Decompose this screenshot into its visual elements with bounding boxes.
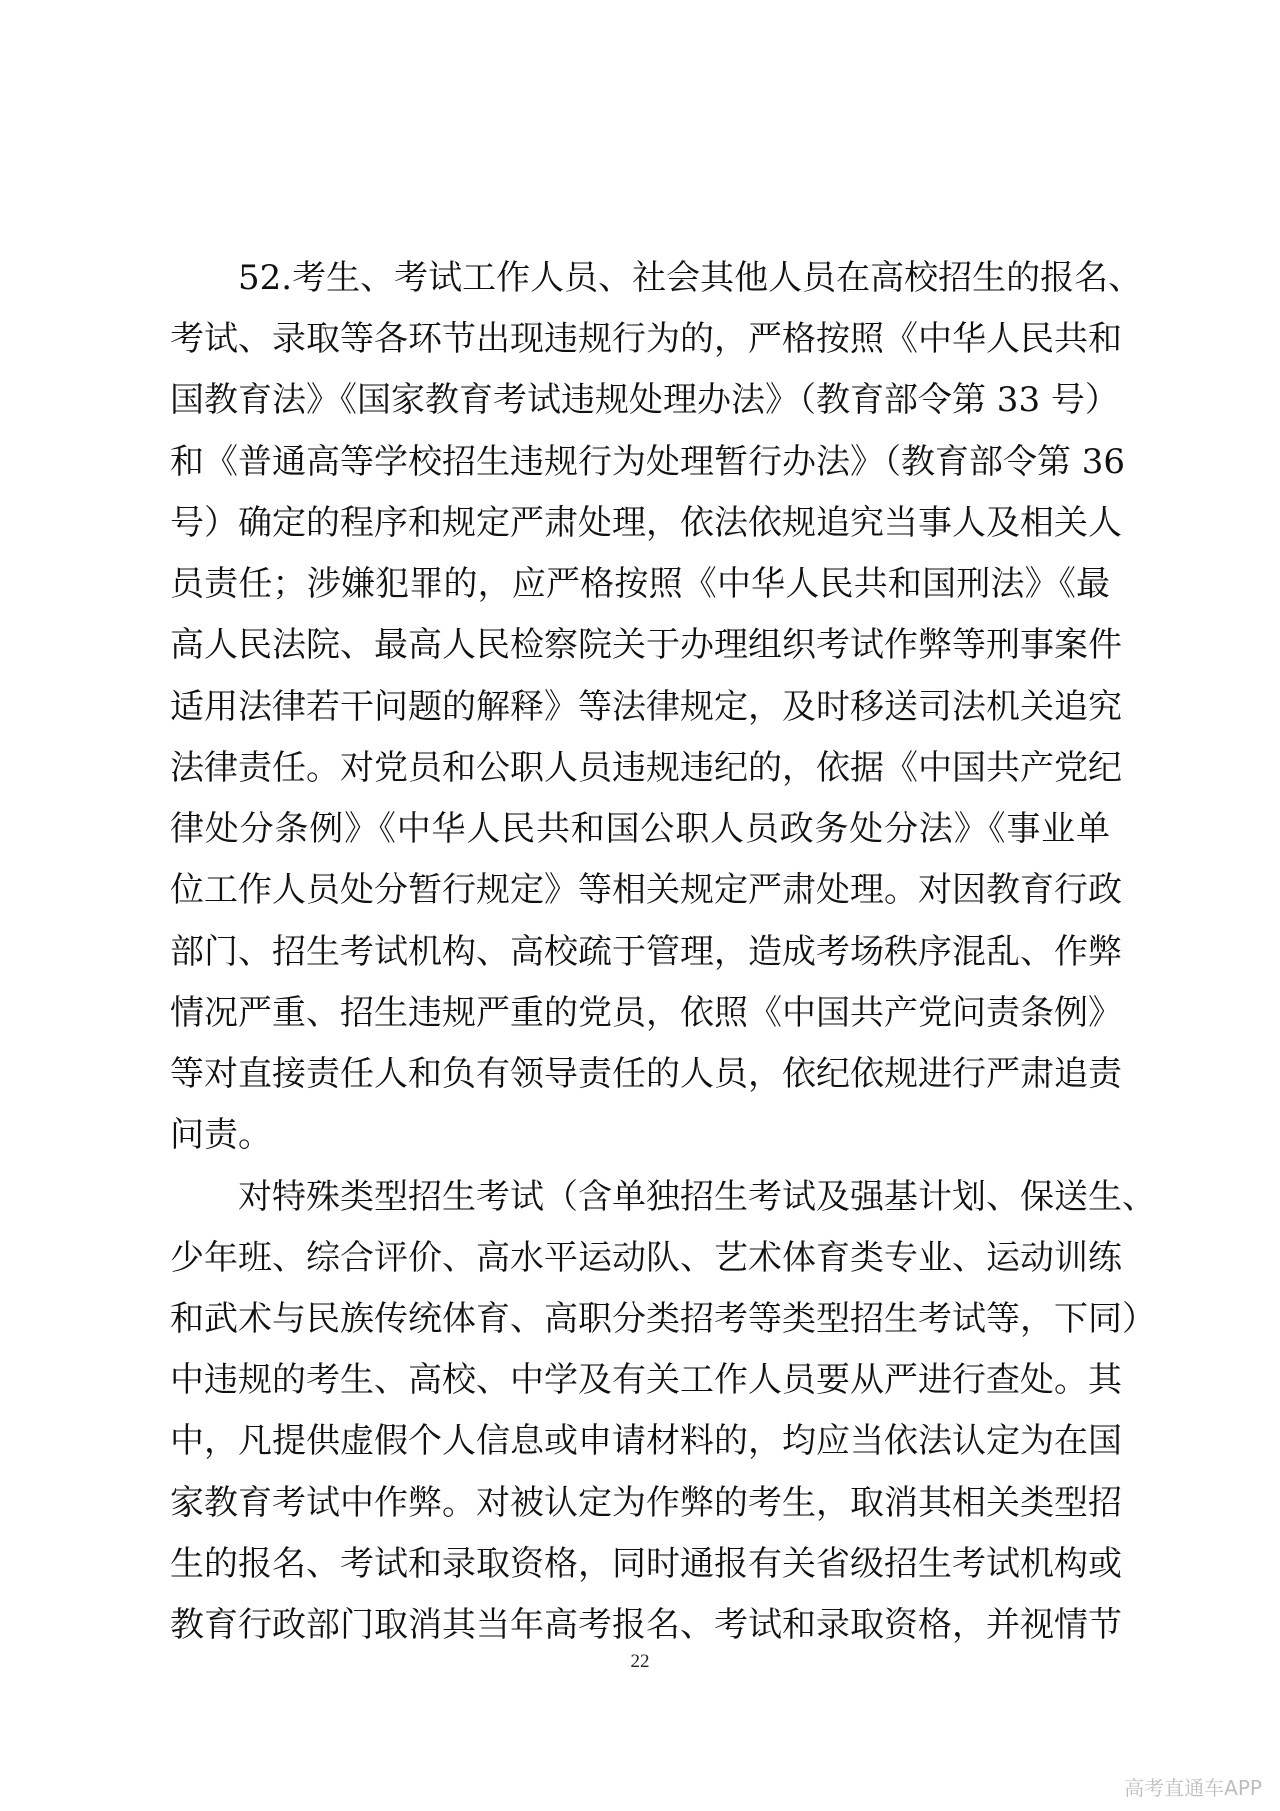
paragraph-1-line: 国教育法》《国家教育考试违规处理办法》（教育部令第 33 号）: [170, 380, 1119, 420]
paragraph-1-line: 问责。: [170, 1115, 272, 1155]
paragraph-1-line: 适用法律若干问题的解释》等法律规定，及时移送司法机关追究: [170, 687, 1122, 727]
paragraph-1-line: 考试、录取等各环节出现违规行为的，严格按照《中华人民共和: [170, 319, 1122, 359]
paragraph-1-line: 52.考生、考试工作人员、社会其他人员在高校招生的报名、: [238, 258, 1143, 298]
paragraph-1-line: 等对直接责任人和负有领导责任的人员，依纪依规进行严肃追责: [170, 1054, 1122, 1094]
paragraph-2-line: 生的报名、考试和录取资格，同时通报有关省级招生考试机构或: [170, 1544, 1122, 1584]
paragraph-2-line: 少年班、综合评价、高水平运动队、艺术体育类专业、运动训练: [170, 1238, 1122, 1278]
paragraph-1-line: 法律责任。对党员和公职人员违规违纪的，依据《中国共产党纪: [170, 748, 1122, 788]
paragraph-2-line: 和武术与民族传统体育、高职分类招考等类型招生考试等，下同）: [170, 1299, 1156, 1339]
paragraph-1-line: 情况严重、招生违规严重的党员，依照《中国共产党问责条例》: [170, 993, 1122, 1033]
paragraph-2-line: 中违规的考生、高校、中学及有关工作人员要从严进行查处。其: [170, 1360, 1122, 1400]
paragraph-1-line: 员责任；涉嫌犯罪的，应严格按照《中华人民共和国刑法》《最: [170, 564, 1110, 604]
paragraph-1-line: 高人民法院、最高人民检察院关于办理组织考试作弊等刑事案件: [170, 625, 1122, 665]
paragraph-2-line: 家教育考试中作弊。对被认定为作弊的考生，取消其相关类型招: [170, 1483, 1122, 1523]
paragraph-2-line: 教育行政部门取消其当年高考报名、考试和录取资格，并视情节: [170, 1605, 1122, 1645]
paragraph-1-line: 号）确定的程序和规定严肃处理，依法依规追究当事人及相关人: [170, 503, 1122, 543]
paragraph-2-line: 中，凡提供虚假个人信息或申请材料的，均应当依法认定为在国: [170, 1421, 1122, 1461]
paragraph-1-line: 律处分条例》《中华人民共和国公职人员政务处分法》《事业单: [170, 809, 1110, 849]
page-number: 22: [630, 1651, 650, 1672]
paragraph-2-line: 对特殊类型招生考试（含单独招生考试及强基计划、保送生、: [238, 1177, 1156, 1217]
paragraph-1-line: 部门、招生考试机构、高校疏于管理，造成考场秩序混乱、作弊: [170, 932, 1122, 972]
paragraph-1-line: 位工作人员处分暂行规定》等相关规定严肃处理。对因教育行政: [170, 870, 1122, 910]
paragraph-1-line: 和《普通高等学校招生违规行为处理暂行办法》（教育部令第 36: [170, 442, 1126, 482]
watermark: 高考直通车APP: [1124, 1776, 1262, 1800]
